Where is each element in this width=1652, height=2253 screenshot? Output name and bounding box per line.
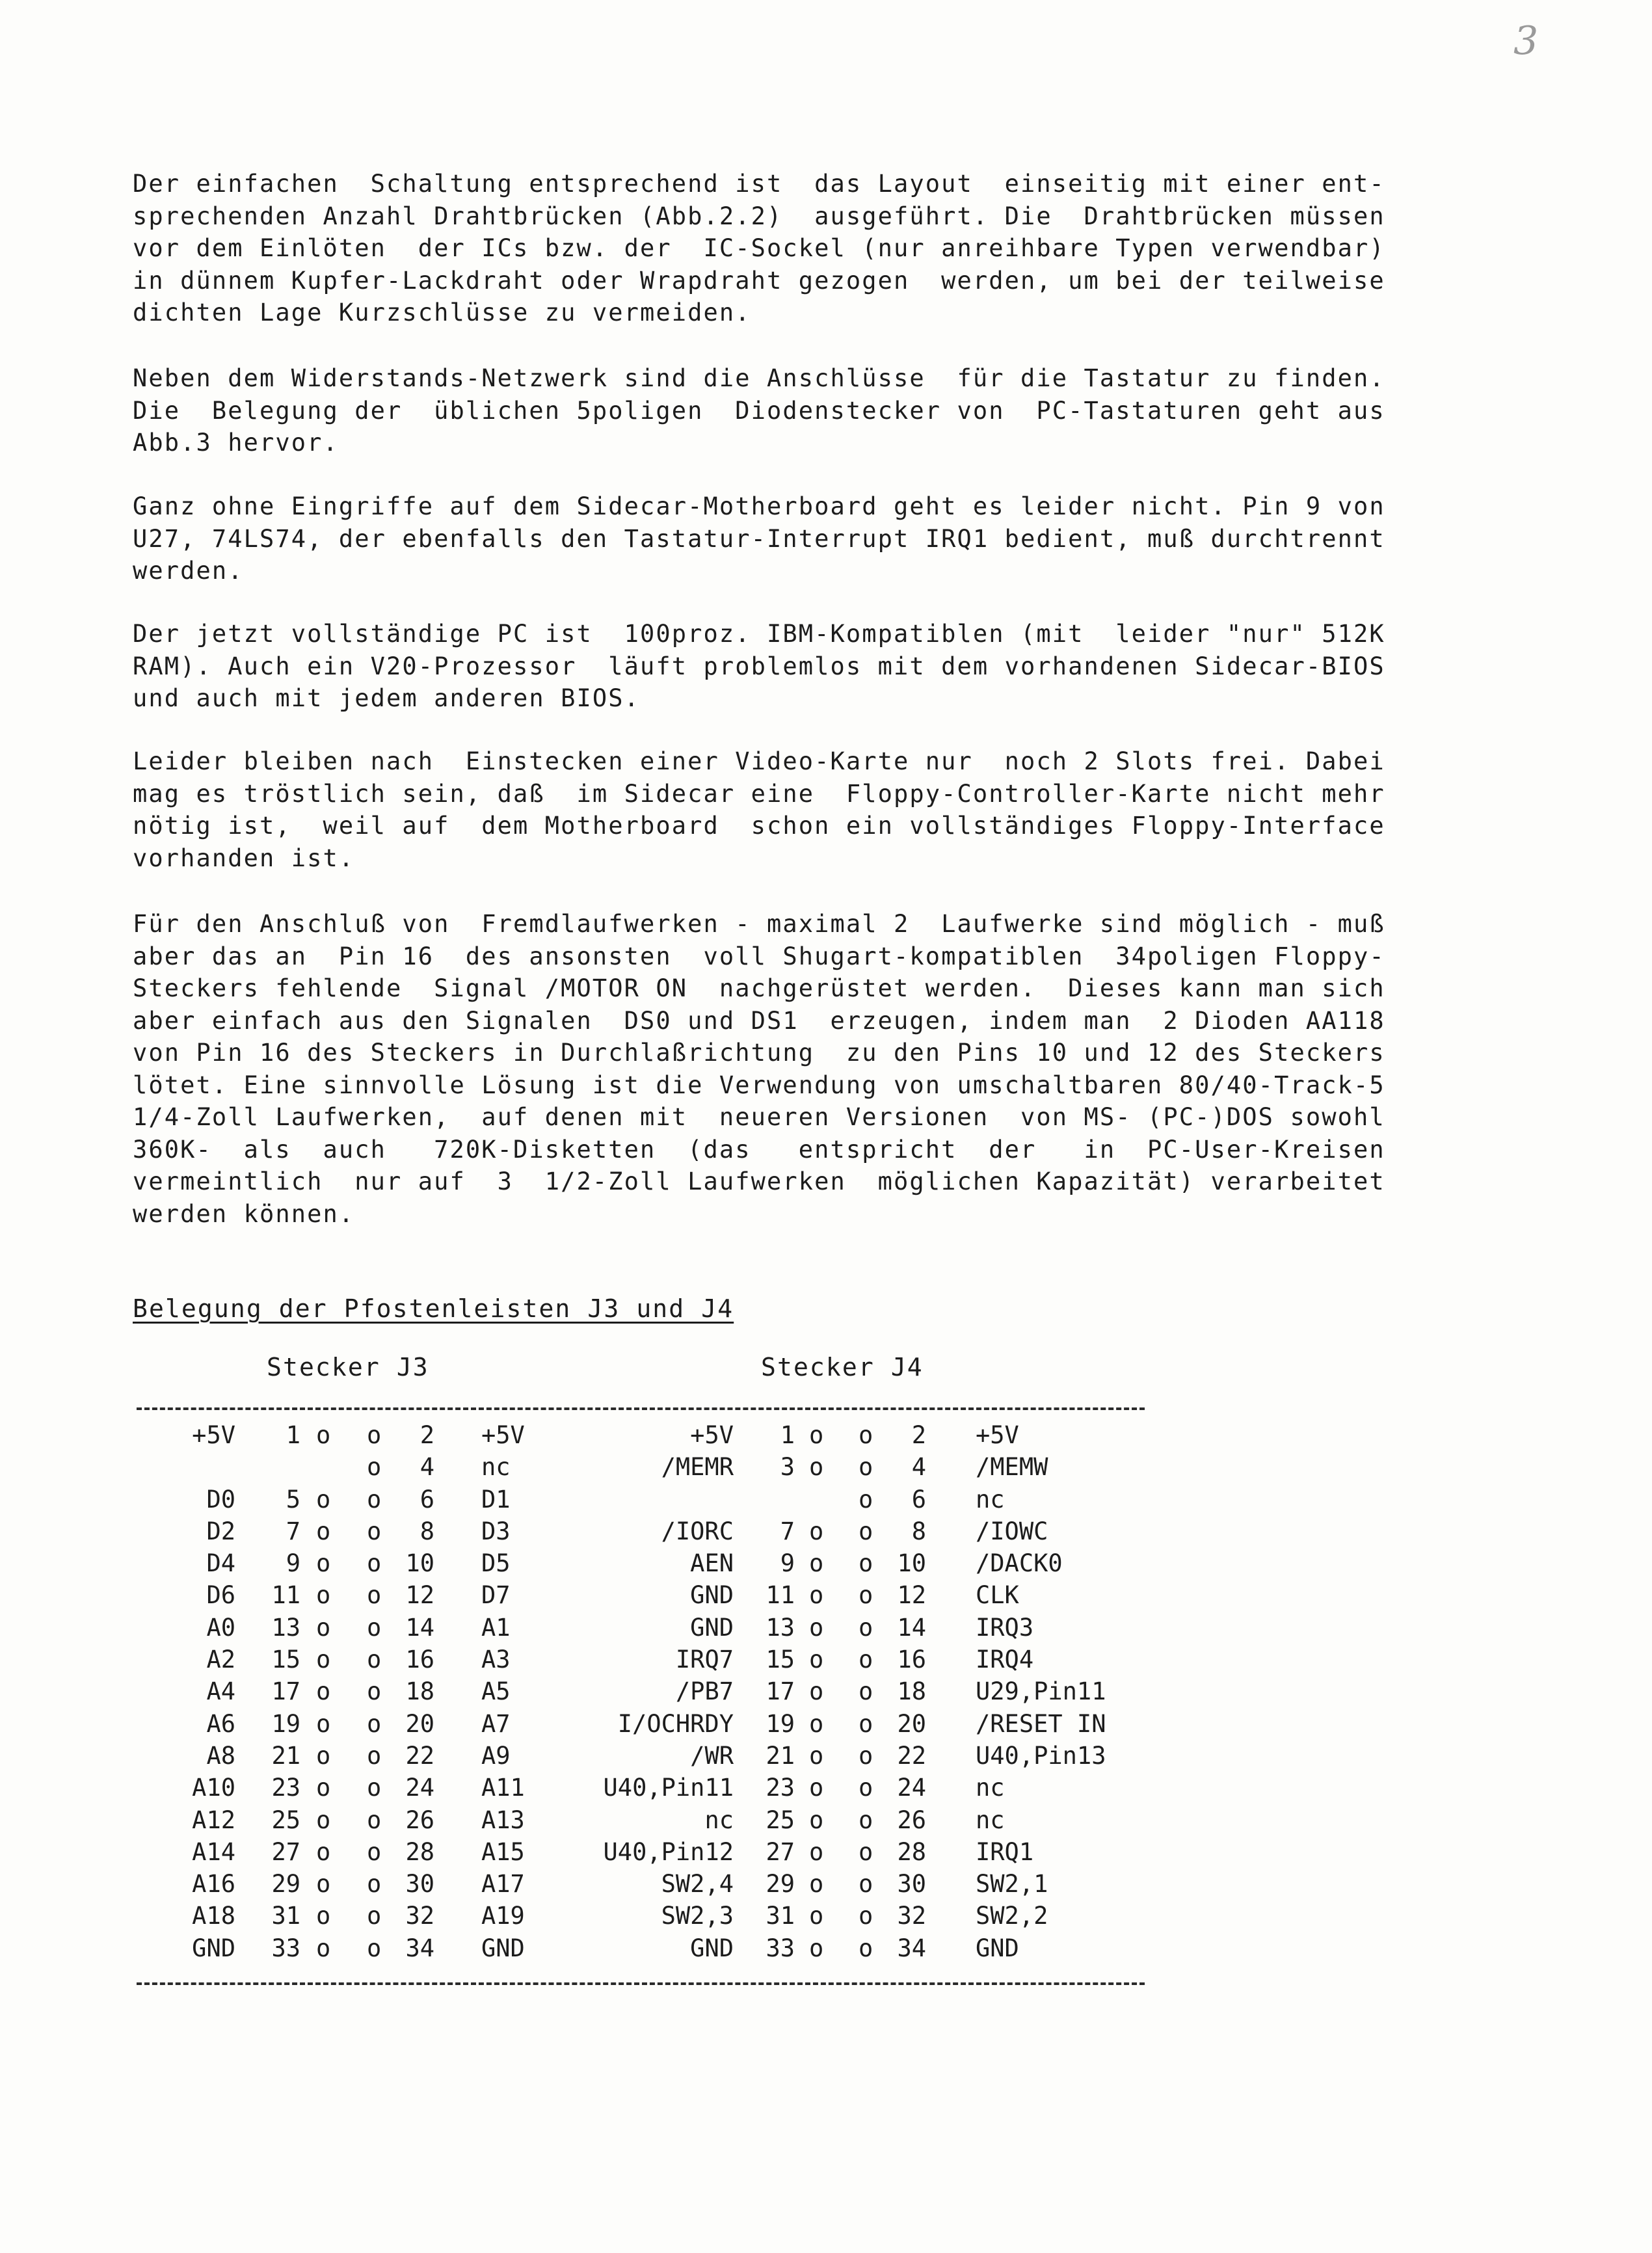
text-line: Der jetzt vollständige PC ist 100proz. IBM-Kompatiblen (mit leider "nur" 512K <box>133 620 1385 648</box>
j4-pin-number-left: 15 <box>766 1646 795 1674</box>
j4-pin-dot: o <box>859 1517 873 1545</box>
j3-signal-left: A8 <box>206 1741 235 1770</box>
j4-signal-right: IRQ1 <box>976 1837 1034 1866</box>
j4-pin-dot: o <box>809 1646 824 1674</box>
j4-signal-right: +5V <box>976 1421 1019 1449</box>
j3-pin-dot: o <box>316 1741 331 1770</box>
j3-pin-number-left: 23 <box>271 1774 300 1802</box>
text-line: aber das an Pin 16 des ansonsten voll Shugart-kompatiblen 34poligen Floppy- <box>133 942 1385 970</box>
paragraph-compatibility <box>133 618 1433 715</box>
j3-pin-number-left: 21 <box>271 1741 300 1770</box>
table-row <box>0 1742 1652 1774</box>
j3-signal-left: A6 <box>206 1709 235 1738</box>
j3-pin-dot: o <box>367 1870 382 1899</box>
page-number: 3 <box>1513 18 1539 64</box>
j4-pin-dot: o <box>859 1837 873 1866</box>
j4-pin-number-right: 24 <box>897 1774 926 1802</box>
j3-pin-number-left: 33 <box>271 1934 300 1962</box>
j4-pin-dot: o <box>809 1934 824 1962</box>
j3-signal-right: D5 <box>481 1549 511 1578</box>
j4-signal-right: nc <box>976 1774 1005 1802</box>
j3-pin-number-right: 30 <box>405 1870 434 1899</box>
j4-signal-left: SW2,3 <box>661 1902 734 1930</box>
j3-signal-left: D2 <box>206 1517 235 1545</box>
j4-signal-right: SW2,2 <box>976 1902 1048 1930</box>
text-line: Neben dem Widerstands-Netzwerk sind die Anschlüsse für die Tastatur zu finden. <box>133 364 1385 392</box>
j3-pin-number-left: 17 <box>271 1677 300 1706</box>
paragraph-keyboard <box>133 362 1433 459</box>
table-row <box>0 1838 1652 1870</box>
j4-pin-dot: o <box>859 1421 873 1449</box>
j3-pin-number-right: 32 <box>405 1902 434 1930</box>
j3-pin-number-left: 1 <box>286 1421 300 1449</box>
j4-signal-left: IRQ7 <box>675 1646 734 1674</box>
j4-pin-number-left: 33 <box>766 1934 795 1962</box>
j4-signal-left: U40,Pin12 <box>603 1837 734 1866</box>
text-line: in dünnem Kupfer-Lackdraht oder Wrapdraht gezogen werden, um bei der teilweise <box>133 266 1385 295</box>
j4-signal-right: /RESET IN <box>976 1709 1106 1738</box>
j4-pin-dot: o <box>809 1421 824 1449</box>
text-line: Abb.3 hervor. <box>133 429 339 457</box>
j3-signal-right: A5 <box>481 1677 511 1706</box>
j3-pin-number-left: 11 <box>271 1581 300 1610</box>
j3-pin-number-right: 16 <box>405 1646 434 1674</box>
table-row <box>0 1710 1652 1742</box>
j3-pin-number-right: 22 <box>405 1741 434 1770</box>
j3-signal-left: A18 <box>192 1902 235 1930</box>
j4-signal-left: SW2,4 <box>661 1870 734 1899</box>
j3-pin-number-right: 28 <box>405 1837 434 1866</box>
j3-signal-right: GND <box>481 1934 525 1962</box>
j4-signal-left: /IORC <box>661 1517 734 1545</box>
j3-signal-left: A10 <box>192 1774 235 1802</box>
j3-pin-number-left: 25 <box>271 1806 300 1834</box>
j3-pin-dot: o <box>367 1453 382 1482</box>
j3-signal-left: D6 <box>206 1581 235 1610</box>
j3-signal-left: A0 <box>206 1613 235 1642</box>
j3-signal-right: A15 <box>481 1837 525 1866</box>
j3-pin-dot: o <box>316 1485 331 1513</box>
j4-pin-dot: o <box>859 1581 873 1610</box>
j3-pin-number-left: 31 <box>271 1902 300 1930</box>
j4-signal-right: U40,Pin13 <box>976 1741 1106 1770</box>
j4-signal-right: /DACK0 <box>976 1549 1063 1578</box>
j3-pin-number-left: 7 <box>286 1517 300 1545</box>
j4-pin-number-left: 11 <box>766 1581 795 1610</box>
table-row <box>0 1614 1652 1646</box>
j4-pin-number-left: 1 <box>780 1421 795 1449</box>
text-line: sprechenden Anzahl Drahtbrücken (Abb.2.2) ausgeführt. Die Drahtbrücken müssen <box>133 202 1385 230</box>
table-row <box>0 1646 1652 1677</box>
j3-pin-dot: o <box>367 1902 382 1930</box>
j4-signal-right: nc <box>976 1806 1005 1834</box>
j4-pin-dot: o <box>809 1453 824 1482</box>
j3-pin-dot: o <box>367 1613 382 1642</box>
j3-pin-dot: o <box>316 1934 331 1962</box>
j3-signal-right: nc <box>481 1453 511 1482</box>
j3-signal-right: D3 <box>481 1517 511 1545</box>
j3-signal-left: D4 <box>206 1549 235 1578</box>
j4-pin-number-right: 16 <box>897 1646 926 1674</box>
paragraph-layout <box>133 168 1433 329</box>
j3-pin-dot: o <box>367 1517 382 1545</box>
j4-pin-dot: o <box>809 1741 824 1770</box>
j4-pin-dot: o <box>859 1902 873 1930</box>
heading-stecker-j4: Stecker J4 <box>761 1353 924 1381</box>
j3-signal-left: A12 <box>192 1806 235 1834</box>
j3-pin-dot: o <box>316 1421 331 1449</box>
table-row <box>0 1677 1652 1709</box>
j3-pin-dot: o <box>367 1709 382 1738</box>
j4-pin-number-left: 23 <box>766 1774 795 1802</box>
j3-pin-dot: o <box>316 1870 331 1899</box>
j3-signal-right: A1 <box>481 1613 511 1642</box>
j3-pin-number-right: 2 <box>420 1421 434 1449</box>
j3-pin-number-right: 4 <box>420 1453 434 1482</box>
j4-signal-right: nc <box>976 1485 1005 1513</box>
j4-signal-left: /MEMR <box>661 1453 734 1482</box>
j4-signal-left: +5V <box>690 1421 734 1449</box>
j3-pin-dot: o <box>367 1646 382 1674</box>
j3-pin-number-right: 10 <box>405 1549 434 1578</box>
text-line: und auch mit jedem anderen BIOS. <box>133 684 641 712</box>
j3-pin-dot: o <box>367 1934 382 1962</box>
j4-pin-number-right: 2 <box>911 1421 926 1449</box>
text-line: dichten Lage Kurzschlüsse zu vermeiden. <box>133 299 751 327</box>
j3-signal-left: A4 <box>206 1677 235 1706</box>
j4-pin-number-right: 22 <box>897 1741 926 1770</box>
j3-pin-number-left: 29 <box>271 1870 300 1899</box>
j4-signal-right: /IOWC <box>976 1517 1048 1545</box>
j3-signal-right: D7 <box>481 1581 511 1610</box>
j3-signal-left: A16 <box>192 1870 235 1899</box>
j3-pin-dot: o <box>316 1902 331 1930</box>
j3-pin-dot: o <box>316 1549 331 1578</box>
text-line: vor dem Einlöten der ICs bzw. der IC-Sockel (nur anreihbare Typen verwendbar) <box>133 234 1385 262</box>
text-line: RAM). Auch ein V20-Prozessor läuft problemlos mit dem vorhandenen Sidecar-BIOS <box>133 652 1385 680</box>
j4-pin-dot: o <box>859 1453 873 1482</box>
j3-signal-right: A13 <box>481 1806 525 1834</box>
j4-pin-dot: o <box>809 1806 824 1834</box>
text-line: nötig ist, weil auf dem Motherboard schon ein vollständiges Floppy-Interface <box>133 812 1385 840</box>
text-line: werden können. <box>133 1199 355 1228</box>
j3-pin-dot: o <box>367 1774 382 1802</box>
j3-pin-dot: o <box>316 1837 331 1866</box>
text-line: 360K- als auch 720K-Disketten (das entspricht der in PC-User-Kreisen <box>133 1135 1385 1164</box>
j4-pin-dot: o <box>859 1677 873 1706</box>
j3-pin-number-right: 12 <box>405 1581 434 1610</box>
j4-pin-number-right: 4 <box>911 1453 926 1482</box>
j4-signal-left: /PB7 <box>675 1677 734 1706</box>
j4-pin-number-right: 12 <box>897 1581 926 1610</box>
j3-pin-dot: o <box>316 1646 331 1674</box>
j4-pin-dot: o <box>859 1549 873 1578</box>
j4-pin-number-left: 21 <box>766 1741 795 1770</box>
j4-pin-dot: o <box>809 1870 824 1899</box>
j4-signal-right: SW2,1 <box>976 1870 1048 1899</box>
j4-signal-left: GND <box>690 1613 734 1642</box>
table-row <box>0 1549 1652 1581</box>
table-row <box>0 1934 1652 1966</box>
j3-pin-number-left: 15 <box>271 1646 300 1674</box>
table-row <box>0 1486 1652 1517</box>
dashed-rule-bottom <box>137 1982 1145 1985</box>
j4-pin-number-right: 20 <box>897 1709 926 1738</box>
j4-pin-dot: o <box>809 1613 824 1642</box>
j3-signal-right: A9 <box>481 1741 511 1770</box>
j4-signal-left: /WR <box>690 1741 734 1770</box>
j4-pin-dot: o <box>859 1741 873 1770</box>
j4-signal-right: IRQ4 <box>976 1646 1034 1674</box>
table-row <box>0 1902 1652 1934</box>
j3-pin-number-right: 34 <box>405 1934 434 1962</box>
text-line: mag es tröstlich sein, daß im Sidecar eine Floppy-Controller-Karte nicht mehr <box>133 779 1385 808</box>
table-row <box>0 1806 1652 1838</box>
j4-signal-right: U29,Pin11 <box>976 1677 1106 1706</box>
j4-pin-number-left: 31 <box>766 1902 795 1930</box>
text-line: Für den Anschluß von Fremdlaufwerken - maximal 2 Laufwerke sind möglich - muß <box>133 910 1385 938</box>
j3-pin-dot: o <box>316 1806 331 1834</box>
j4-signal-left: I/OCHRDY <box>617 1709 734 1738</box>
j3-pin-number-right: 8 <box>420 1517 434 1545</box>
j3-pin-number-left: 13 <box>271 1613 300 1642</box>
j3-pin-number-right: 18 <box>405 1677 434 1706</box>
j3-pin-number-right: 20 <box>405 1709 434 1738</box>
table-row <box>0 1421 1652 1453</box>
j4-pin-number-right: 18 <box>897 1677 926 1706</box>
j4-pin-number-left: 17 <box>766 1677 795 1706</box>
table-row <box>0 1870 1652 1902</box>
j3-pin-number-left: 19 <box>271 1709 300 1738</box>
j4-pin-dot: o <box>859 1870 873 1899</box>
j4-pin-dot: o <box>859 1485 873 1513</box>
j4-pin-dot: o <box>809 1837 824 1866</box>
j4-pin-number-right: 28 <box>897 1837 926 1866</box>
text-line: Steckers fehlende Signal /MOTOR ON nachgerüstet werden. Dieses kann man sich <box>133 974 1385 1002</box>
heading-stecker-j3: Stecker J3 <box>267 1353 429 1381</box>
j3-pin-dot: o <box>316 1581 331 1610</box>
j4-pin-dot: o <box>809 1517 824 1545</box>
paragraph-motherboard <box>133 490 1433 587</box>
j4-signal-right: IRQ3 <box>976 1613 1034 1642</box>
j4-pin-dot: o <box>859 1806 873 1834</box>
j3-pin-number-right: 14 <box>405 1613 434 1642</box>
text-line: werden. <box>133 557 244 585</box>
j3-signal-right: +5V <box>481 1421 525 1449</box>
text-line: U27, 74LS74, der ebenfalls den Tastatur-Interrupt IRQ1 bedient, muß durchtrennt <box>133 524 1385 553</box>
j4-pin-number-right: 8 <box>911 1517 926 1545</box>
j4-pin-number-right: 34 <box>897 1934 926 1962</box>
j3-signal-right: A19 <box>481 1902 525 1930</box>
j4-pin-number-left: 9 <box>780 1549 795 1578</box>
text-line: von Pin 16 des Steckers in Durchlaßrichtung zu den Pins 10 und 12 des Steckers <box>133 1039 1385 1067</box>
j3-signal-left: A2 <box>206 1646 235 1674</box>
j4-pin-number-left: 25 <box>766 1806 795 1834</box>
j4-pin-dot: o <box>809 1709 824 1738</box>
j3-pin-dot: o <box>316 1517 331 1545</box>
j4-signal-left: GND <box>690 1581 734 1610</box>
j3-pin-dot: o <box>367 1549 382 1578</box>
j4-pin-dot: o <box>859 1934 873 1962</box>
j3-pin-dot: o <box>367 1741 382 1770</box>
j3-signal-right: A3 <box>481 1646 511 1674</box>
j4-pin-number-right: 6 <box>911 1485 926 1513</box>
dashed-rule-top <box>137 1407 1145 1410</box>
text-line: lötet. Eine sinnvolle Lösung ist die Verwendung von umschaltbaren 80/40-Track-5 <box>133 1071 1385 1099</box>
j3-signal-left: A14 <box>192 1837 235 1866</box>
j4-pin-number-left: 19 <box>766 1709 795 1738</box>
j4-signal-left: nc <box>704 1806 734 1834</box>
j3-pin-dot: o <box>367 1421 382 1449</box>
j4-pin-dot: o <box>809 1677 824 1706</box>
j3-pin-dot: o <box>367 1485 382 1513</box>
j4-pin-number-right: 32 <box>897 1902 926 1930</box>
j4-signal-right: /MEMW <box>976 1453 1048 1482</box>
j4-pin-number-left: 27 <box>766 1837 795 1866</box>
j4-signal-right: CLK <box>976 1581 1019 1610</box>
j4-pin-dot: o <box>809 1774 824 1802</box>
j4-signal-left: GND <box>690 1934 734 1962</box>
table-row <box>0 1774 1652 1806</box>
j3-pin-number-right: 6 <box>420 1485 434 1513</box>
j4-pin-number-left: 3 <box>780 1453 795 1482</box>
text-line: Leider bleiben nach Einstecken einer Video-Karte nur noch 2 Slots frei. Dabei <box>133 747 1385 775</box>
text-line: aber einfach aus den Signalen DS0 und DS1 erzeugen, indem man 2 Dioden AA118 <box>133 1006 1385 1035</box>
j4-pin-dot: o <box>859 1709 873 1738</box>
text-line: vorhanden ist. <box>133 844 355 872</box>
table-row <box>0 1453 1652 1485</box>
j4-pin-dot: o <box>809 1581 824 1610</box>
table-row <box>0 1517 1652 1549</box>
j4-pin-number-right: 10 <box>897 1549 926 1578</box>
j4-pin-number-left: 13 <box>766 1613 795 1642</box>
j3-signal-left: GND <box>192 1934 235 1962</box>
pin-assignment-table <box>0 1421 1652 1966</box>
j3-signal-right: D1 <box>481 1485 511 1513</box>
j3-pin-number-left: 27 <box>271 1837 300 1866</box>
j3-pin-dot: o <box>316 1677 331 1706</box>
j4-pin-number-right: 30 <box>897 1870 926 1899</box>
text-line: vermeintlich nur auf 3 1/2-Zoll Laufwerken möglichen Kapazität) verarbeitet <box>133 1167 1385 1195</box>
j3-pin-dot: o <box>367 1581 382 1610</box>
j4-pin-number-left: 29 <box>766 1870 795 1899</box>
j3-pin-number-left: 9 <box>286 1549 300 1578</box>
j4-pin-number-right: 14 <box>897 1613 926 1642</box>
j4-pin-dot: o <box>809 1549 824 1578</box>
j3-pin-number-right: 26 <box>405 1806 434 1834</box>
j4-pin-number-left: 7 <box>780 1517 795 1545</box>
j3-pin-dot: o <box>316 1709 331 1738</box>
j3-pin-dot: o <box>367 1677 382 1706</box>
text-line: 1/4-Zoll Laufwerken, auf denen mit neueren Versionen von MS- (PC-)DOS sowohl <box>133 1103 1385 1131</box>
j3-signal-right: A7 <box>481 1709 511 1738</box>
j4-pin-number-right: 26 <box>897 1806 926 1834</box>
j3-signal-right: A11 <box>481 1774 525 1802</box>
j3-pin-dot: o <box>367 1806 382 1834</box>
j4-signal-left: U40,Pin11 <box>603 1774 734 1802</box>
j4-signal-right: GND <box>976 1934 1019 1962</box>
j3-signal-left: +5V <box>192 1421 235 1449</box>
j3-pin-dot: o <box>367 1837 382 1866</box>
j3-pin-number-right: 24 <box>405 1774 434 1802</box>
table-row <box>0 1581 1652 1613</box>
paragraph-slots <box>133 745 1433 874</box>
text-line: Der einfachen Schaltung entsprechend ist das Layout einseitig mit einer ent- <box>133 170 1385 198</box>
j3-pin-dot: o <box>316 1613 331 1642</box>
j4-pin-dot: o <box>859 1646 873 1674</box>
j3-pin-dot: o <box>316 1774 331 1802</box>
paragraph-floppy <box>133 908 1433 1230</box>
text-line: Ganz ohne Eingriffe auf dem Sidecar-Motherboard geht es leider nicht. Pin 9 von <box>133 492 1385 520</box>
j4-pin-dot: o <box>809 1902 824 1930</box>
j4-signal-left: AEN <box>690 1549 734 1578</box>
table-title: Belegung der Pfostenleisten J3 und J4 <box>133 1294 734 1323</box>
j3-signal-right: A17 <box>481 1870 525 1899</box>
text-line: Die Belegung der üblichen 5poligen Diodenstecker von PC-Tastaturen geht aus <box>133 396 1385 425</box>
j3-signal-left: D0 <box>206 1485 235 1513</box>
j4-pin-dot: o <box>859 1613 873 1642</box>
j3-pin-number-left: 5 <box>286 1485 300 1513</box>
j4-pin-dot: o <box>859 1774 873 1802</box>
